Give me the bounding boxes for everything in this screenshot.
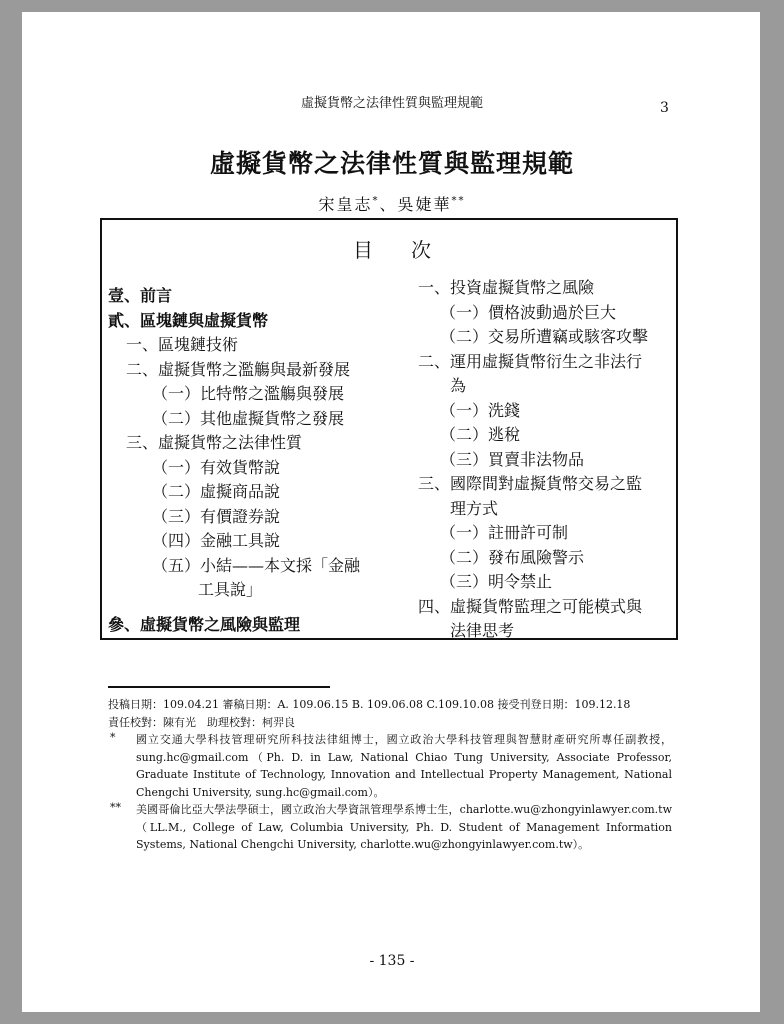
- page-number: - 135 -: [369, 953, 415, 969]
- toc-entry: （三）明令禁止: [440, 572, 553, 591]
- toc-entry: 三、國際間對虛擬貨幣交易之監: [418, 474, 643, 493]
- toc-entry: （二）發布風險警示: [440, 547, 585, 567]
- toc-entry: （一）有效貨幣說: [152, 457, 281, 477]
- toc-entry: 壹、前言: [108, 286, 173, 305]
- footnote-2: [108, 801, 672, 854]
- author-2: 吳婕華: [397, 195, 452, 214]
- footnote-2-text: 美國哥倫比亞大學法學碩士，國立政治大學資訊管理學系博士生，charlotte.wu@zhongyinlawyer.com.tw（LL.M., College of Law, Columbia University, Ph. D. Student of Management Information Systems, National Chengchi University, charlotte.wu@zhongyinlawyer.com.tw）。: [136, 803, 672, 851]
- toc-entry: （四）金融工具說: [152, 531, 281, 550]
- toc-entry: （二）虛擬商品說: [152, 482, 281, 501]
- toc-entry: （五）小結——本文採「金融: [152, 555, 361, 575]
- article-title: 虛擬貨幣之法律性質與監理規範: [209, 149, 574, 178]
- author-2-mark: **: [451, 195, 466, 207]
- proofreaders: 責任校對：陳有光 助理校對：柯羿良: [108, 715, 295, 729]
- authors: [0, 192, 784, 215]
- toc-entry: 三、虛擬貨幣之法律性質: [126, 433, 303, 452]
- toc-entry: 為: [450, 376, 467, 395]
- footnote-1-text: 國立交通大學科技管理研究所科技法律組博士，國立政治大學科技管理與智慧財產研究所專任副教授，sung.hc@gmail.com（Ph. D. in Law, National Chiao Tung University, Associate Professor, Graduate Institute of Technology, Innovation and Intellectual Property Management, National Chengchi University, sung.hc@gmail.com）。: [136, 733, 672, 799]
- toc-entry: 二、虛擬貨幣之濫觴與最新發展: [126, 359, 351, 379]
- toc-entry: （三）買賣非法物品: [440, 449, 585, 469]
- toc-entry: 四、虛擬貨幣監理之可能模式與: [418, 596, 643, 616]
- toc-spacer: [108, 603, 398, 613]
- toc-entry: （一）洗錢: [440, 400, 521, 420]
- toc-entry: （二）其他虛擬貨幣之發展: [152, 408, 345, 428]
- toc-entry: （一）比特幣之濫觴與發展: [152, 384, 345, 403]
- toc-entry: 一、投資虛擬貨幣之風險: [418, 278, 595, 297]
- toc-entry: （一）註冊許可制: [440, 523, 569, 542]
- toc-entry: 貳、區塊鏈與虛擬貨幣: [108, 310, 269, 330]
- toc-entry: （一）價格波動過於巨大: [440, 302, 617, 322]
- toc-entry: （二）逃稅: [440, 425, 521, 444]
- footnote-rule: [108, 686, 330, 688]
- toc-entry: 工具說」: [198, 580, 263, 599]
- footnote-2-mark: **: [110, 801, 121, 814]
- author-1-mark: *: [372, 195, 380, 207]
- submission-dates: 投稿日期：109.04.21 審稿日期：A. 109.06.15 B. 109.06.08 C.109.10.08 接受刊登日期：109.12.18: [108, 698, 631, 711]
- toc-entry: 一、區塊鏈技術: [126, 335, 239, 354]
- toc-entry: 法律思考: [450, 621, 515, 640]
- toc-entry: 二、運用虛擬貨幣衍生之非法行: [418, 351, 643, 371]
- footnote-1: [108, 731, 672, 801]
- footnote-1-mark: *: [110, 731, 116, 744]
- top-page-number: 3: [660, 100, 669, 116]
- toc-entry: （三）有價證券說: [152, 506, 281, 526]
- toc-entry: （二）交易所遭竊或駭客攻擊: [440, 327, 649, 346]
- toc-entry: 參、虛擬貨幣之風險與監理: [108, 614, 301, 634]
- toc-right-column: [418, 276, 676, 644]
- author-separator: 、: [379, 195, 398, 214]
- toc-left-column: [108, 284, 398, 637]
- running-head: 虛擬貨幣之法律性質與監理規範: [300, 96, 483, 111]
- toc-entry: 理方式: [450, 498, 499, 518]
- toc-heading: 目次: [353, 238, 469, 262]
- author-1: 宋皇志: [318, 195, 373, 214]
- footnotes: [108, 696, 672, 854]
